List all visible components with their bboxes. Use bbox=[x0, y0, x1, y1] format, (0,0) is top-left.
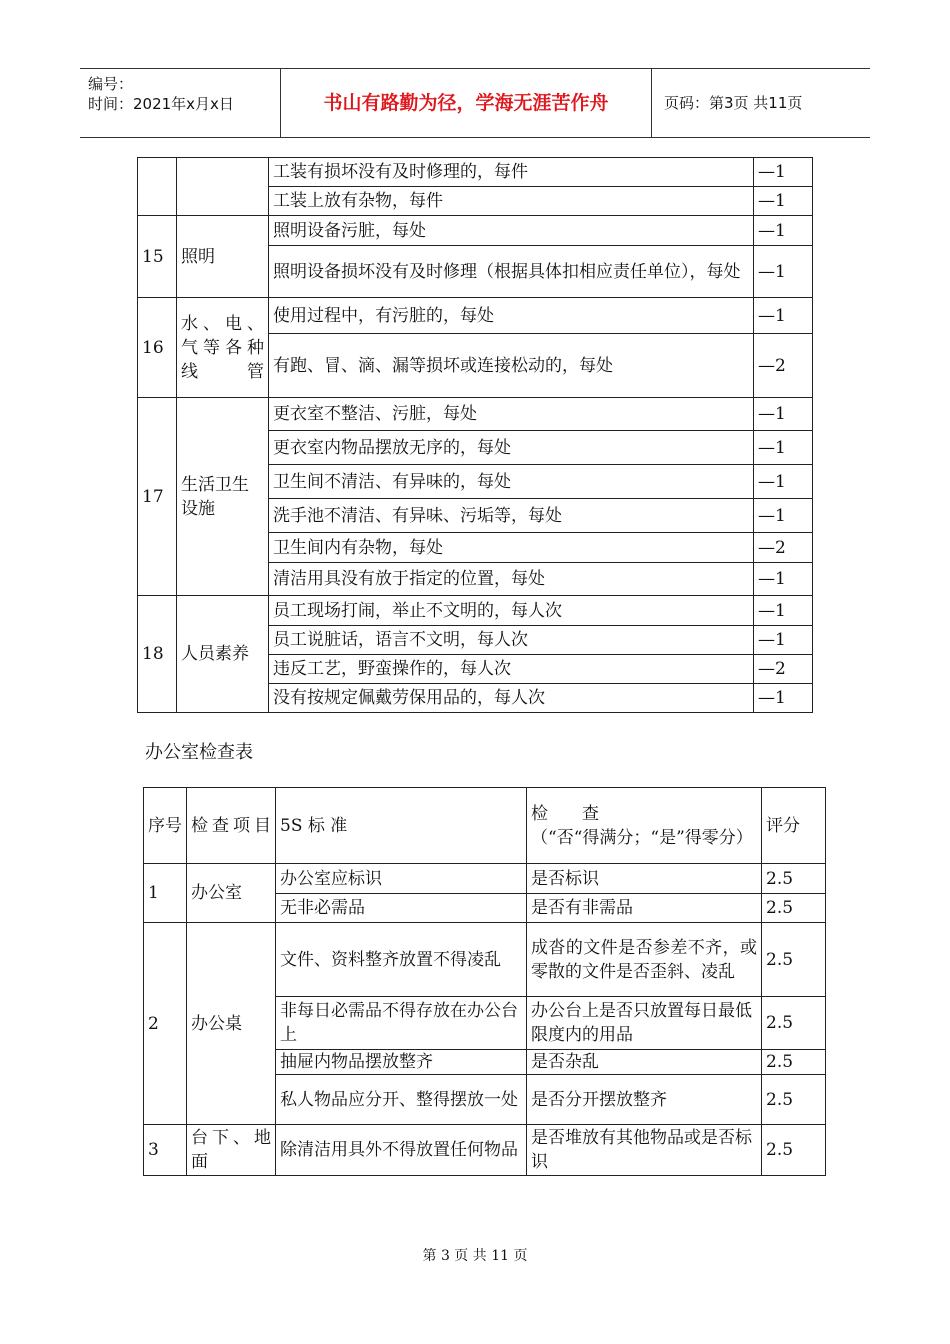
row-description: 卫生间内有杂物，每处 bbox=[269, 533, 754, 563]
row-standard: 非每日必需品不得存放在办公台上 bbox=[276, 997, 527, 1050]
header-check-note: （“否“得满分；“是”得零分） bbox=[531, 827, 753, 848]
row-description: 更衣室内物品摆放无序的，每处 bbox=[269, 431, 754, 465]
row-check: 是否有非需品 bbox=[527, 894, 762, 923]
row-score: 2.5 bbox=[762, 923, 826, 997]
row-item: 台下、地面 bbox=[187, 1125, 276, 1176]
row-standard: 抽屉内物品摆放整齐 bbox=[276, 1050, 527, 1075]
row-description: 没有按规定佩戴劳保用品的，每人次 bbox=[269, 684, 754, 713]
row-score: —1 bbox=[754, 398, 813, 431]
row-number: 1 bbox=[144, 864, 187, 923]
row-score: 2.5 bbox=[762, 997, 826, 1050]
row-score: —1 bbox=[754, 465, 813, 499]
header-meta bbox=[80, 69, 281, 137]
header-item: 检查项目 bbox=[187, 788, 276, 864]
row-description: 员工说脏话，语言不文明，每人次 bbox=[269, 626, 754, 655]
table-row bbox=[144, 1125, 826, 1176]
row-score: —1 bbox=[754, 563, 813, 596]
row-score: 2.5 bbox=[762, 894, 826, 923]
row-score: —1 bbox=[754, 187, 813, 216]
row-score: —2 bbox=[754, 533, 813, 563]
row-score: —1 bbox=[754, 684, 813, 713]
row-number bbox=[138, 158, 177, 216]
row-number: 3 bbox=[144, 1125, 187, 1176]
table-row bbox=[138, 596, 813, 626]
row-description: 更衣室不整洁、污脏，每处 bbox=[269, 398, 754, 431]
table-row bbox=[144, 864, 826, 894]
row-score: —1 bbox=[754, 246, 813, 298]
row-description: 照明设备污脏，每处 bbox=[269, 216, 754, 246]
row-description: 违反工艺，野蛮操作的，每人次 bbox=[269, 655, 754, 684]
header-motto: 书山有路勤为径，学海无涯苦作舟 bbox=[281, 69, 652, 137]
row-score: 2.5 bbox=[762, 1050, 826, 1075]
header-score: 评分 bbox=[762, 788, 826, 864]
inspection-table-continued bbox=[137, 157, 813, 713]
row-number: 16 bbox=[138, 298, 177, 398]
row-item: 水、电、气等各种线管 bbox=[177, 298, 269, 398]
row-score: 2.5 bbox=[762, 1075, 826, 1125]
row-standard: 除清洁用具外不得放置任何物品 bbox=[276, 1125, 527, 1176]
row-check: 办公台上是否只放置每日最低限度内的用品 bbox=[527, 997, 762, 1050]
row-description: 清洁用具没有放于指定的位置，每处 bbox=[269, 563, 754, 596]
row-score: —1 bbox=[754, 158, 813, 187]
table-header-row bbox=[144, 788, 826, 864]
row-score: 2.5 bbox=[762, 1125, 826, 1176]
row-score: —2 bbox=[754, 655, 813, 684]
header-standard: 5S 标 准 bbox=[276, 788, 527, 864]
page-header bbox=[80, 68, 870, 138]
table-row bbox=[138, 298, 813, 334]
header-check-title: 检 查 bbox=[531, 803, 599, 824]
row-item: 生活卫生设施 bbox=[177, 398, 269, 596]
row-standard: 文件、资料整齐放置不得凌乱 bbox=[276, 923, 527, 997]
section-title: 办公室检查表 bbox=[145, 742, 253, 763]
row-number: 15 bbox=[138, 216, 177, 298]
header-num: 序号 bbox=[144, 788, 187, 864]
office-inspection-table bbox=[143, 787, 826, 1176]
row-item: 人员素养 bbox=[177, 596, 269, 713]
row-score: —1 bbox=[754, 626, 813, 655]
row-check: 是否堆放有其他物品或是否标识 bbox=[527, 1125, 762, 1176]
row-standard: 私人物品应分开、整得摆放一处 bbox=[276, 1075, 527, 1125]
row-score: —2 bbox=[754, 334, 813, 398]
row-check: 成沓的文件是否参差不齐，或零散的文件是否歪斜、凌乱 bbox=[527, 923, 762, 997]
row-item: 办公桌 bbox=[187, 923, 276, 1125]
row-score: —1 bbox=[754, 298, 813, 334]
row-standard: 无非必需品 bbox=[276, 894, 527, 923]
table-row bbox=[138, 216, 813, 246]
row-description: 员工现场打闹，举止不文明的，每人次 bbox=[269, 596, 754, 626]
table-row bbox=[138, 398, 813, 431]
table-row bbox=[138, 158, 813, 187]
row-score: —1 bbox=[754, 596, 813, 626]
row-check: 是否杂乱 bbox=[527, 1050, 762, 1075]
row-score: —1 bbox=[754, 499, 813, 533]
row-item bbox=[177, 158, 269, 216]
row-description: 工装上放有杂物，每件 bbox=[269, 187, 754, 216]
header-check bbox=[527, 788, 762, 864]
row-score: —1 bbox=[754, 216, 813, 246]
row-standard: 办公室应标识 bbox=[276, 864, 527, 894]
row-description: 工装有损坏没有及时修理的，每件 bbox=[269, 158, 754, 187]
date-label: 时间：2021年x月x日 bbox=[88, 95, 234, 113]
row-item: 办公室 bbox=[187, 864, 276, 923]
page-footer: 第 3 页 共 11 页 bbox=[422, 1248, 528, 1264]
page-number-label: 页码：第3页 共11页 bbox=[664, 94, 803, 112]
row-item: 照明 bbox=[177, 216, 269, 298]
code-label: 编号： bbox=[88, 75, 134, 93]
row-number: 18 bbox=[138, 596, 177, 713]
table-row bbox=[144, 923, 826, 997]
row-score: —1 bbox=[754, 431, 813, 465]
row-number: 17 bbox=[138, 398, 177, 596]
row-check: 是否分开摆放整齐 bbox=[527, 1075, 762, 1125]
row-description: 使用过程中，有污脏的，每处 bbox=[269, 298, 754, 334]
row-number: 2 bbox=[144, 923, 187, 1125]
row-description: 有跑、冒、滴、漏等损坏或连接松动的，每处 bbox=[269, 334, 754, 398]
row-description: 洗手池不清洁、有异味、污垢等，每处 bbox=[269, 499, 754, 533]
row-score: 2.5 bbox=[762, 864, 826, 894]
row-check: 是否标识 bbox=[527, 864, 762, 894]
row-description: 卫生间不清洁、有异味的，每处 bbox=[269, 465, 754, 499]
row-description: 照明设备损坏没有及时修理（根据具体扣相应责任单位），每处 bbox=[269, 246, 754, 298]
